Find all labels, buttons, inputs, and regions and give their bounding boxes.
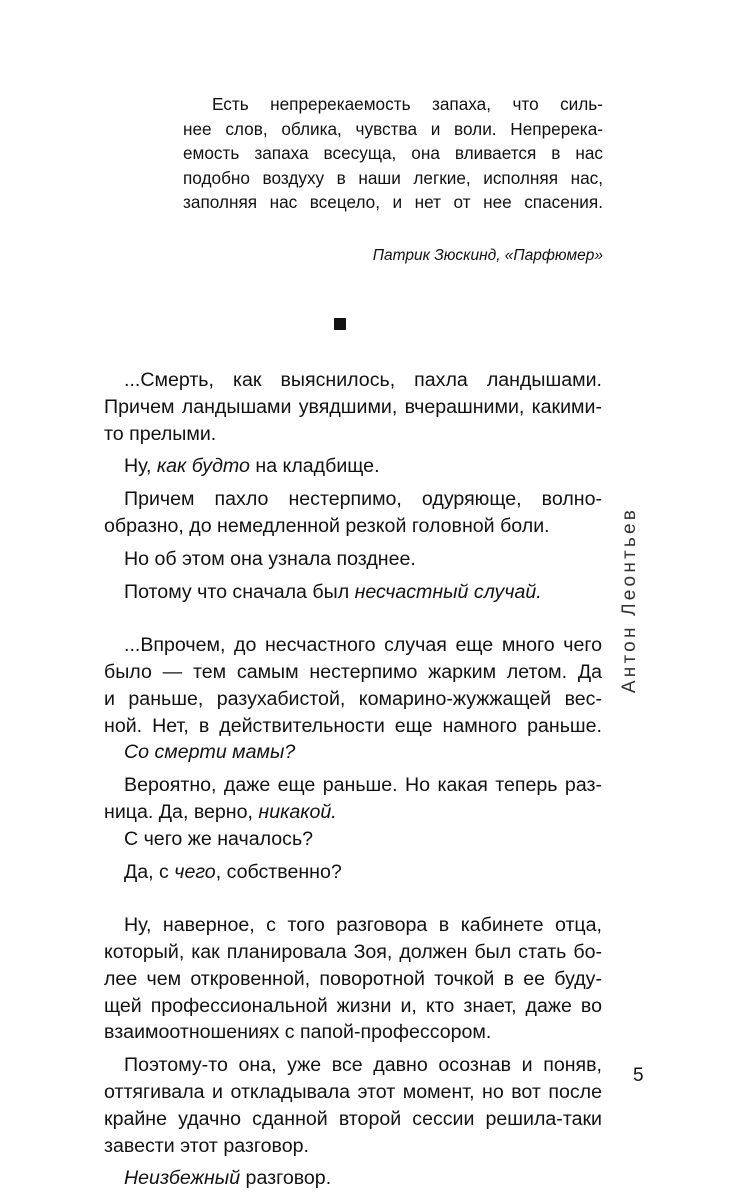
page-number: 5 [633,1065,644,1086]
text-line: Причем пахло нестерпимо, одуряюще, волно- [124,488,602,511]
text-line: Поэтому-то она, уже все давно осознав и поняв, [124,1054,602,1077]
text-line [104,859,602,886]
text-run: Да, с [124,860,175,883]
text-line: Вероятно, даже еще раньше. Но какая теперь раз- [124,774,602,797]
section-separator-square [334,318,346,330]
italic-text: никакой. [258,800,337,823]
text-run: ница. Да, верно, [104,800,259,823]
text-run: Ну, [124,455,157,478]
text-line: и раньше, разухабистой, комарино-жужжащей вес- [104,687,602,710]
text-line: Ну, наверное, с того разговора в кабинете отца, [124,914,602,937]
text-line: то прелыми. [104,422,217,445]
text-line: Причем ландышами увядшими, вчерашними, какими- [104,395,602,418]
text-line: оттягивала и откладывала этот момент, но вот после [104,1080,602,1103]
text-line: Но об этом она узнала позднее. [124,547,416,570]
epigraph-attribution: Патрик Зюскинд, «Парфюмер» [372,247,603,264]
text-line [104,579,602,606]
text-line: было — тем самым нестерпимо жарким летом. Да [104,660,602,683]
epigraph [183,92,603,215]
epigraph-line: подобно воздуху в наши легкие, исполняя нас, [183,167,603,188]
text-line: взаимоотношениях с папой-профессором. [104,1021,492,1044]
text-line: ...Смерть, как выяснилось, пахла ландышами. [124,369,602,391]
text-line: ...Впрочем, до несчастного случая еще много чего [124,634,602,657]
text-line: ной. Нет, в действительности еще намного раньше. [104,714,602,737]
text-line [104,739,602,766]
text-line: завести этот разговор. [104,1134,309,1157]
text-line: щей профессиональной жизни и, кто знает, даже во [104,994,602,1017]
italic-text: чего [174,860,216,883]
body-text [104,367,602,1192]
author-running-head [610,495,650,705]
italic-text: несчастный случай. [354,580,542,603]
text-run: Потому что сначала был [124,580,355,603]
text-line [104,1165,602,1192]
text-line: который, как планировала Зоя, должен был стать бо- [104,940,602,963]
text-line [104,799,602,826]
epigraph-line: Есть непререкаемость запаха, что силь- [212,94,603,114]
text-line: образно, до немедленной резкой головной боли. [104,514,550,537]
text-run: , собственно? [215,860,342,883]
epigraph-line: емость запаха всесуща, она вливается в нас [183,143,603,164]
epigraph-line: заполняя нас всецело, и нет от нее спасения. [183,192,603,213]
text-line: лее чем откровенной, поворотной точкой в ее буду- [104,967,602,990]
text-line [104,453,602,480]
italic-text: Неизбежный [124,1167,241,1190]
epigraph-line: нее слов, облика, чувства и воли. Непререка- [183,118,603,139]
italic-text: как будто [156,455,250,478]
text-run: разговор. [240,1167,332,1190]
text-run: на кладбище. [249,455,380,478]
text-line: крайне удачно сданной второй сессии решила-таки [104,1107,602,1130]
text-line: С чего же началось? [124,827,314,850]
italic-text: Со смерти мамы? [124,741,296,764]
author-name: Антон Леонтьев [619,506,640,694]
